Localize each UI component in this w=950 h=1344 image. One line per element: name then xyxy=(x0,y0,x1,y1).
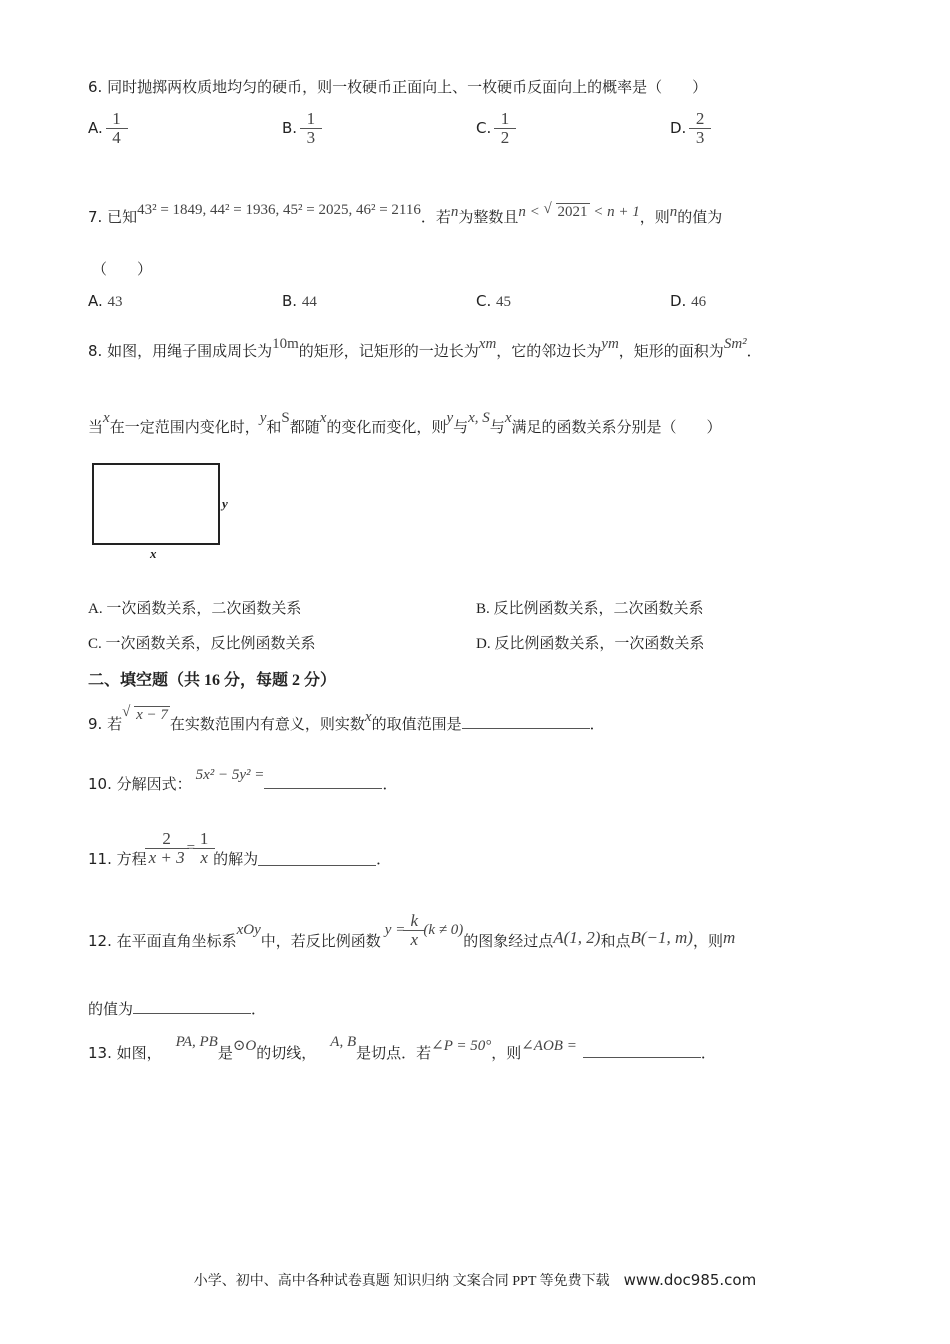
question-6-text: 6. 同时抛掷两枚质地均匀的硬币，则一枚硬币正面向上、一枚硬币反面向上的概率是（ ） xyxy=(88,78,708,96)
math-ym: ym xyxy=(601,336,619,352)
math-x: x xyxy=(504,410,512,426)
math-circle-o: ⊙O xyxy=(232,1038,257,1054)
q7-answer-paren: （ ） xyxy=(92,260,153,278)
math-xm: xm xyxy=(478,336,497,352)
fraction-k-over-x: $\frac{k}{x}$ xyxy=(405,912,423,949)
math-xs: x, S xyxy=(468,410,490,426)
option-label: D. xyxy=(670,292,687,310)
math-perimeter: 10m xyxy=(272,336,299,352)
answer-blank[interactable] xyxy=(583,1043,701,1058)
q12-text: 的值为 xyxy=(88,1000,134,1018)
rectangle-figure xyxy=(92,463,220,545)
option-label: A. xyxy=(88,118,103,137)
q11-text: ． xyxy=(376,849,392,868)
q8-option-c[interactable]: C. 一次函数关系，反比例函数关系 xyxy=(88,636,316,652)
q7-prefix: 7. 已知 xyxy=(88,208,138,226)
math-n: n xyxy=(450,204,459,220)
fraction: $\frac{1}{3}$ xyxy=(302,110,320,147)
option-value: 45 xyxy=(496,294,512,310)
q9-radical: √ x − 7 xyxy=(122,707,170,723)
question-7-text xyxy=(88,202,723,227)
q6-option-c[interactable] xyxy=(476,110,514,147)
q8-text: ，它的邻边长为 xyxy=(496,342,602,360)
q8-text: 在一定范围内变化时， xyxy=(109,418,260,436)
q7-text: ，则 xyxy=(639,208,670,226)
option-label: B. xyxy=(282,118,298,137)
q8-option-b[interactable]: B. 反比例函数关系，二次函数关系 xyxy=(476,601,704,617)
answer-blank[interactable] xyxy=(258,851,376,866)
q8-option-a[interactable]: A. 一次函数关系，二次函数关系 xyxy=(88,601,302,617)
q12-text: 中，若反比例函数 xyxy=(260,931,381,950)
option-label: D. xyxy=(670,118,687,137)
q8-text: 与 xyxy=(489,418,505,436)
math-x: x xyxy=(319,410,327,426)
q9-text: 在实数范围内有意义，则实数 xyxy=(169,715,365,733)
question-9 xyxy=(88,707,605,734)
math-x: x xyxy=(364,709,372,725)
math-n: n xyxy=(669,204,678,220)
q10-formula: 5x² − 5y² = xyxy=(195,767,265,783)
math-condition: (k ≠ 0) xyxy=(423,921,464,938)
q8-text: 当 xyxy=(88,418,104,436)
question-8-line-2 xyxy=(88,410,722,437)
q12-text: 12. 在平面直角坐标系 xyxy=(88,931,237,950)
math-area: Sm² xyxy=(723,336,747,352)
math-x: x xyxy=(103,410,110,426)
question-13 xyxy=(88,1034,716,1063)
option-label: A. xyxy=(88,292,103,310)
option-value: 44 xyxy=(301,294,317,310)
q6-option-d[interactable] xyxy=(670,110,709,147)
q13-text: 的切线， xyxy=(256,1044,317,1062)
q8-option-d[interactable]: D. 反比例函数关系，一次函数关系 xyxy=(476,636,705,652)
q10-text: 10. 分解因式： xyxy=(88,775,192,793)
q8-text: 和 xyxy=(266,418,282,436)
point-b: B(−1, m) xyxy=(630,928,693,947)
figure-label-x: x xyxy=(150,546,157,561)
fraction: $\frac{2}{3}$ xyxy=(691,110,709,147)
q8-text: 8. 如图，用绳子围成周长为 xyxy=(88,342,273,360)
question-12-line-2 xyxy=(88,998,266,1019)
math-m: m xyxy=(722,928,736,947)
option-value: 43 xyxy=(107,294,123,310)
q7-text: 为整数且 xyxy=(458,208,519,226)
q10-text: ． xyxy=(382,775,398,793)
section-title: 二、填空题（共 16 分，每题 2 分） xyxy=(88,672,337,689)
figure-label-y: y xyxy=(222,496,228,511)
q12-text: 的图象经过点 xyxy=(463,931,554,950)
math-angle-p: ∠P = 50° xyxy=(431,1038,492,1054)
answer-blank[interactable] xyxy=(462,714,590,729)
q8-text: 都随 xyxy=(289,418,320,436)
q9-text: 的取值范围是 xyxy=(371,715,462,733)
math-a-b: A, B xyxy=(330,1034,357,1050)
q9-text: 9. 若 xyxy=(88,715,123,733)
math-y: y xyxy=(259,410,267,426)
q8-text: ． xyxy=(746,342,762,360)
footer xyxy=(0,1270,950,1290)
q7-inequality: n < √ 2021 < n + 1 xyxy=(518,204,639,220)
math-angle-aob: ∠AOB = xyxy=(521,1038,577,1054)
point-a: A(1, 2) xyxy=(553,928,601,947)
answer-blank[interactable] xyxy=(133,999,251,1014)
q8-text: 与 xyxy=(453,418,469,436)
q13-text: 是切点．若 xyxy=(356,1044,432,1062)
q7-option-b[interactable] xyxy=(282,292,317,311)
fraction: $\frac{1}{2}$ xyxy=(496,110,514,147)
q7-option-d[interactable] xyxy=(670,292,706,311)
fraction: $\frac{1}{4}$ xyxy=(108,110,126,147)
footer-text: 小学、初中、高中各种试卷真题 知识归纳 文案合同 PPT 等免费下载 xyxy=(193,1274,610,1289)
question-8-line-1 xyxy=(88,336,762,361)
q7-option-a[interactable] xyxy=(88,292,123,311)
q13-text: ，则 xyxy=(491,1044,522,1062)
math-xoy: xOy xyxy=(236,921,261,938)
question-10 xyxy=(88,767,398,794)
q12-text: ． xyxy=(251,1000,267,1018)
option-value: 46 xyxy=(691,294,707,310)
q12-text: 和点 xyxy=(600,931,631,950)
q6-option-b[interactable] xyxy=(282,110,320,147)
equals-sign: = xyxy=(186,839,196,856)
q13-text: 是 xyxy=(217,1044,233,1062)
q13-text: 13. 如图， xyxy=(88,1044,162,1062)
q6-option-a[interactable] xyxy=(88,110,126,147)
question-11 xyxy=(88,820,391,876)
q13-text: ． xyxy=(700,1044,716,1062)
q9-text: ． xyxy=(589,715,605,733)
option-label: B. xyxy=(282,292,298,310)
q7-text: 的值为 xyxy=(677,208,723,226)
math-y: y xyxy=(446,410,454,426)
option-label: C. xyxy=(476,118,492,137)
q11-text: 的解为 xyxy=(213,849,259,868)
answer-blank[interactable] xyxy=(264,774,382,789)
q8-text: 的变化而变化，则 xyxy=(326,418,447,436)
math-func-left: y = xyxy=(384,921,406,938)
q7-text: ．若 xyxy=(420,208,451,226)
math-pa-pb: PA, PB xyxy=(175,1034,218,1050)
q7-option-c[interactable] xyxy=(476,292,511,311)
q8-text: 满足的函数关系分别是（ ） xyxy=(511,418,722,436)
q7-squares-formula: 43² = 1849, 44² = 1936, 45² = 2025, 46² = 2116 xyxy=(137,202,421,218)
q8-text: 的矩形，记矩形的一边长为 xyxy=(298,342,479,360)
q12-text: ，则 xyxy=(692,931,723,950)
option-label: C. xyxy=(476,292,492,310)
question-12 xyxy=(88,902,735,958)
fraction-right: $\frac{1}{x}$ xyxy=(195,830,213,867)
fraction-left: $\frac{2}{x + 3}$ xyxy=(147,830,187,867)
footer-link[interactable]: www.doc985.com xyxy=(623,1271,757,1289)
q8-text: ，矩形的面积为 xyxy=(618,342,724,360)
q11-text: 11. 方程 xyxy=(88,849,147,868)
math-s: S xyxy=(281,410,290,426)
